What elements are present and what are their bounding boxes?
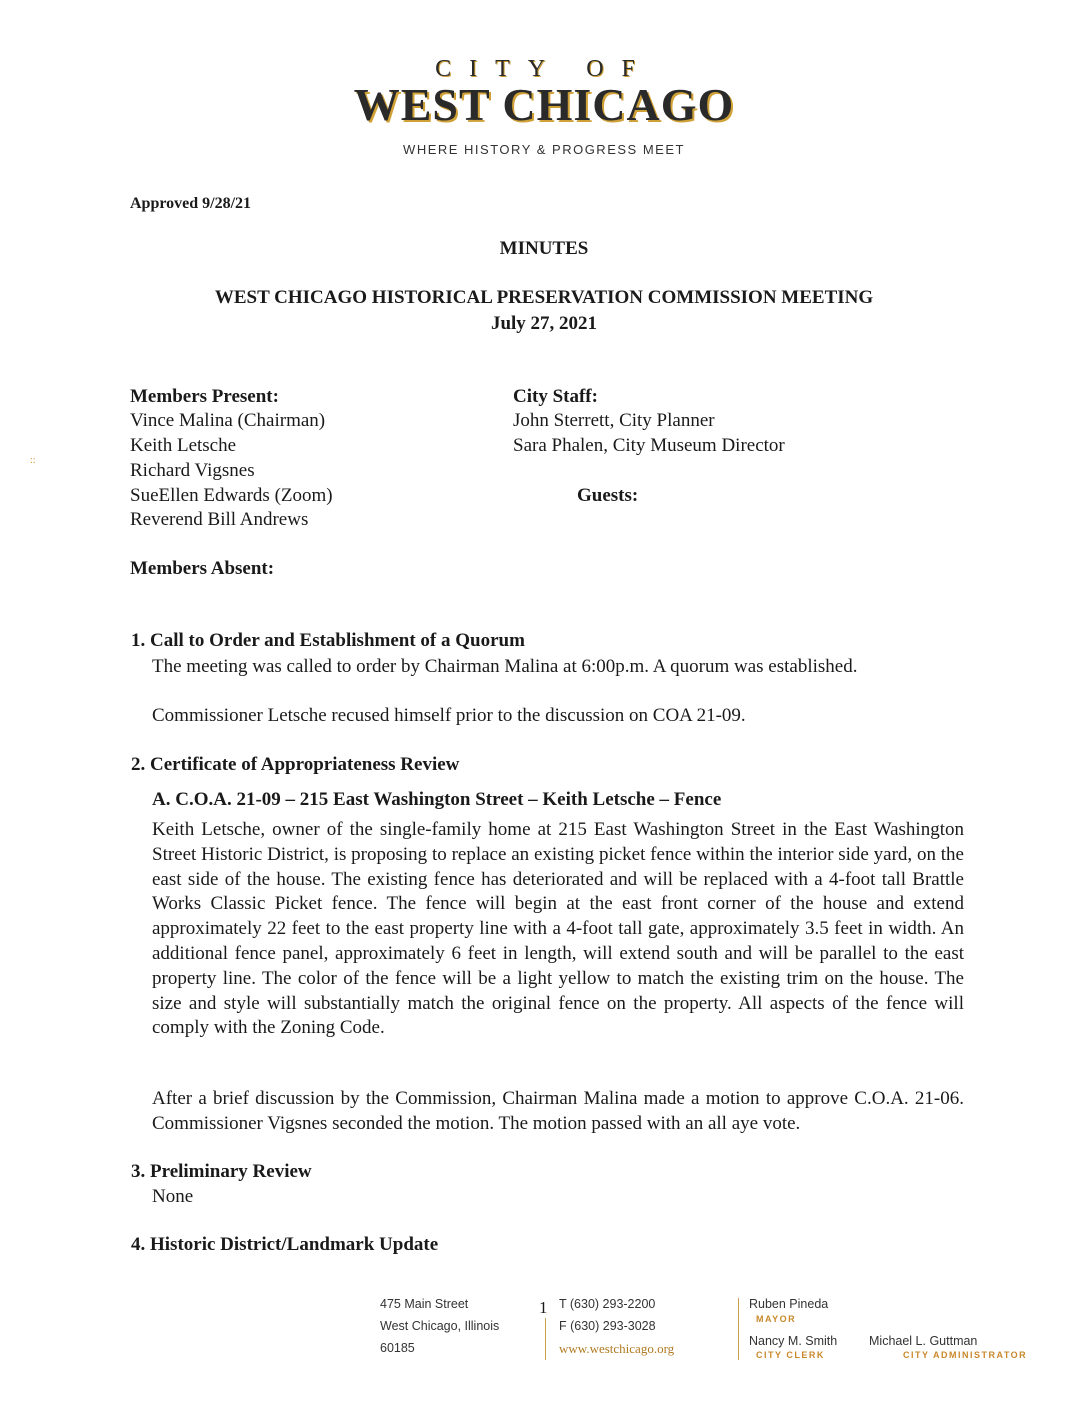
section-3-heading: 3. Preliminary Review <box>131 1161 312 1182</box>
footer-address-line2: West Chicago, Illinois <box>380 1319 500 1333</box>
member-name: Vince Malina (Chairman) <box>130 410 326 431</box>
member-name: SueEllen Edwards (Zoom) <box>130 485 333 506</box>
city-staff-heading: City Staff: <box>513 386 598 407</box>
section-3-text: None <box>152 1186 194 1207</box>
letterhead-city-name: WEST CHICAGO <box>353 79 735 130</box>
footer-clerk-name: Nancy M. Smith <box>749 1334 838 1348</box>
member-name: Keith Letsche <box>130 435 237 456</box>
section-1-recusal: Commissioner Letsche recused himself prior to the discussion on COA 21-09. <box>152 705 746 726</box>
footer-clerk-title: CITY CLERK <box>756 1350 825 1360</box>
section-4-heading: 4. Historic District/Landmark Update <box>131 1234 439 1255</box>
document-title: MINUTES <box>499 238 589 259</box>
footer-admin-name: Michael L. Guttman <box>869 1334 978 1348</box>
section-2a-motion: After a brief discussion by the Commission, Chairman Malina made a motion to approve C.O.A. 21-06. Commissioner Vigsnes seconded the motion. The motion passed with an all aye vote. <box>152 1088 964 1134</box>
section-2-heading: 2. Certificate of Appropriateness Review <box>131 754 460 775</box>
staff-name: Sara Phalen, City Museum Director <box>513 435 785 456</box>
footer-address-line3: 60185 <box>380 1341 415 1355</box>
section-2a-heading: A. C.O.A. 21-09 – 215 East Washington Street – Keith Letsche – Fence <box>152 789 722 810</box>
footer-fax: F (630) 293-3028 <box>559 1319 656 1333</box>
footer-divider-2 <box>738 1298 739 1360</box>
members-absent-heading: Members Absent: <box>130 558 275 579</box>
footer-website[interactable]: www.westchicago.org <box>559 1341 675 1356</box>
page-number: 1 <box>539 1298 548 1317</box>
member-name: Richard Vigsnes <box>130 460 255 481</box>
footer-mayor-name: Ruben Pineda <box>749 1297 829 1311</box>
letterhead-city-of: CITY OF <box>435 56 653 82</box>
section-2a-body: Keith Letsche, owner of the single-family home at 215 East Washington Street in the East Washington Street Historic District, is proposing to replace an existing picket fence within the interior side yard, on the east side of the house. The existing fence has deteriorated and will be replaced with a 4-foot tall Brattle Works Classic Picket fence. The fence will begin at the east front corner of the house and extend approximately 22 feet to the east property line with a 4-foot tall gate, approximately 3.5 feet in width. An additional fence panel, approximately 6 feet in length, will extend south and will be parallel to the east property line. The color of the fence will be a light yellow to match the existing trim on the house. The size and style will substantially match the original fence on the property. All aspects of the fence will comply with the Zoning Code. <box>152 819 964 1039</box>
member-name: Reverend Bill Andrews <box>130 509 309 530</box>
meeting-date: July 27, 2021 <box>490 313 598 334</box>
members-present-heading: Members Present: <box>130 386 279 407</box>
guests-heading: Guests: <box>577 485 639 506</box>
approved-date: Approved 9/28/21 <box>130 195 252 212</box>
footer-address-line1: 475 Main Street <box>380 1297 469 1311</box>
staff-name: John Sterrett, City Planner <box>513 410 715 431</box>
letterhead-tagline: WHERE HISTORY & PROGRESS MEET <box>403 142 685 157</box>
footer-mayor-title: MAYOR <box>756 1314 797 1324</box>
footer-divider <box>545 1318 546 1360</box>
footer-phone: T (630) 293-2200 <box>559 1297 656 1311</box>
section-1-text: The meeting was called to order by Chairman Malina at 6:00p.m. A quorum was established. <box>152 656 858 677</box>
section-1-heading: 1. Call to Order and Establishment of a Quorum <box>131 630 525 651</box>
footer-admin-title: CITY ADMINISTRATOR <box>903 1350 1028 1360</box>
margin-mark-icon: :: <box>30 455 36 466</box>
meeting-title: WEST CHICAGO HISTORICAL PRESERVATION COMMISSION MEETING <box>214 287 874 308</box>
